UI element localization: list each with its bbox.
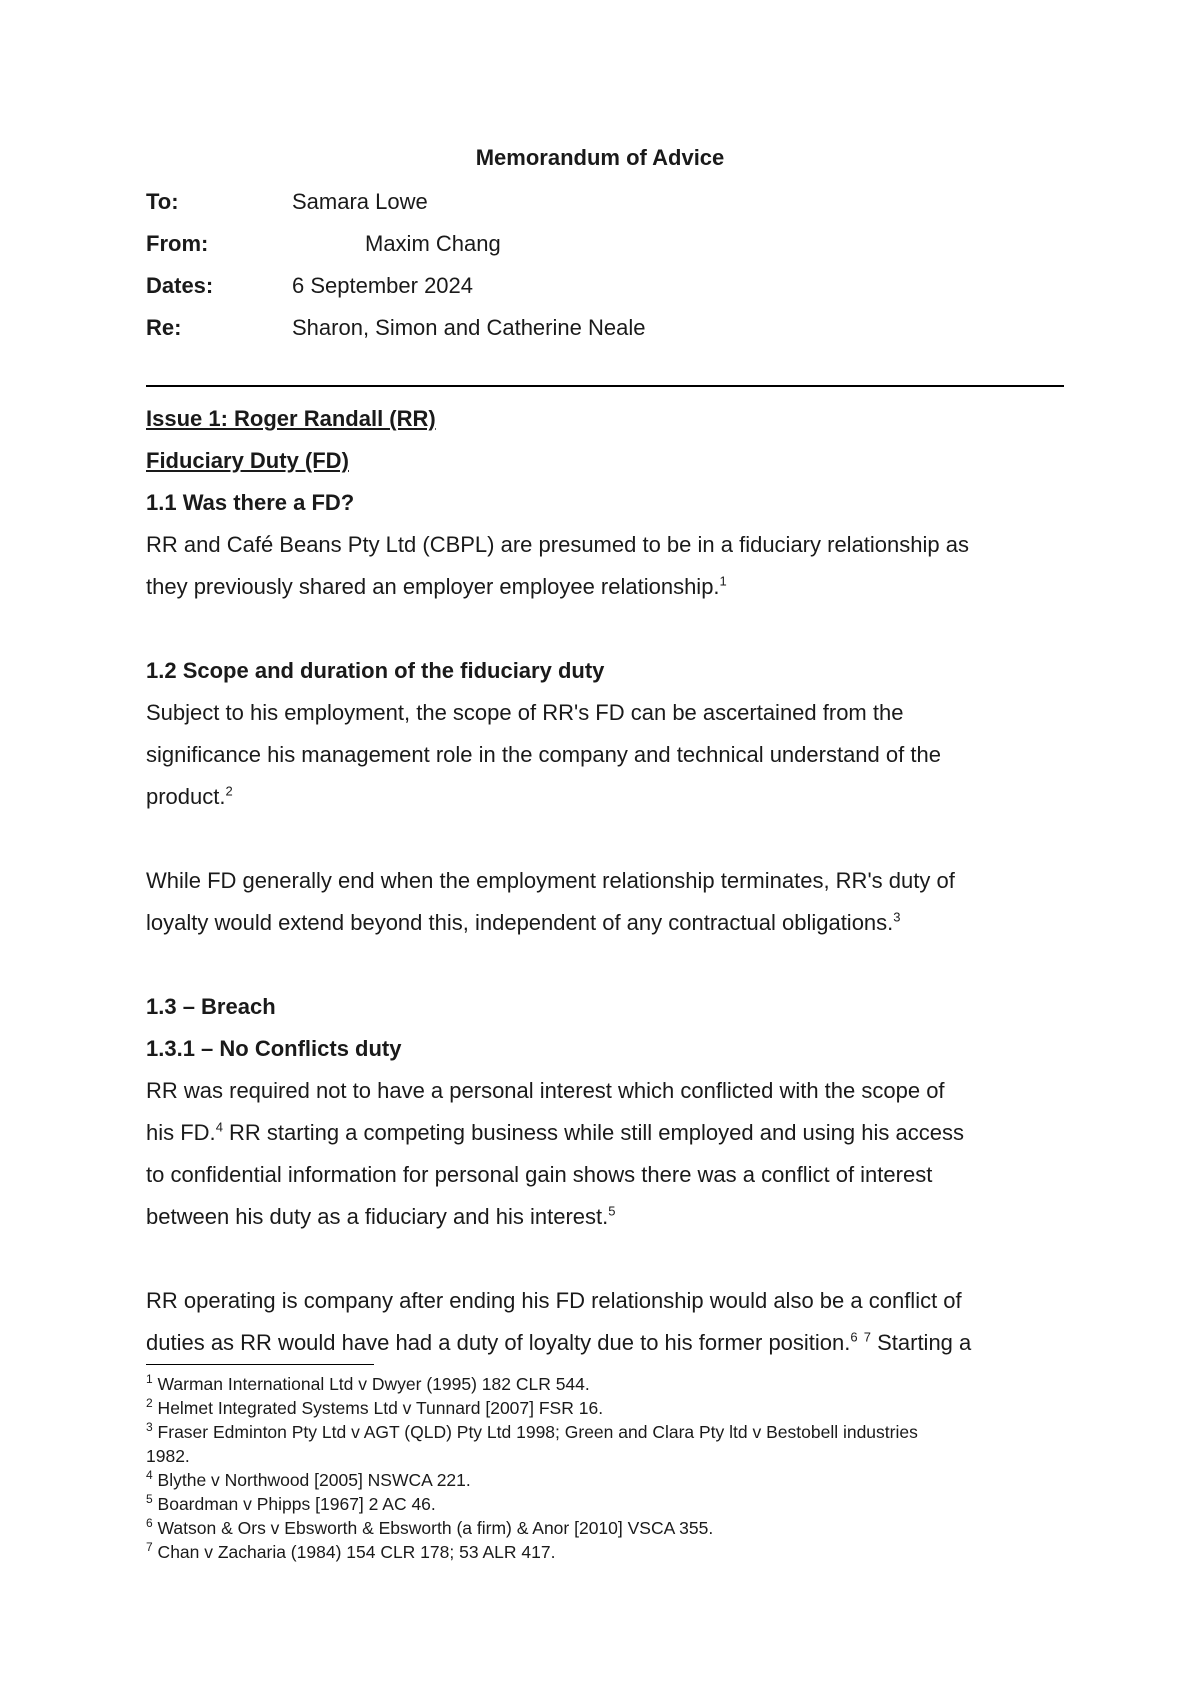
- section-1-2-line: significance his management role in the company and technical understand of the: [146, 742, 941, 767]
- footnote: $^7$ Chan v Zacharia (1984) 154 CLR 178; 53 ALR 417.: [146, 1540, 556, 1562]
- footnote: $^2$ Helmet Integrated Systems Ltd v Tunnard [2007] FSR 16.: [146, 1396, 604, 1418]
- footnote-ref: 4: [215, 1119, 223, 1135]
- dates-value: 6 September 2024: [292, 273, 474, 298]
- footnote-separator: [146, 1364, 374, 1365]
- re-value: Sharon, Simon and Catherine Neale: [292, 315, 646, 340]
- issue-heading: Issue 1: Roger Randall (RR): [146, 406, 436, 431]
- footnote: 1982.: [146, 1446, 190, 1466]
- footnote-ref: 7: [863, 1329, 871, 1345]
- memo-title: Memorandum of Advice: [475, 145, 725, 170]
- footnote-ref: 6: [850, 1329, 858, 1345]
- footnote-ref: 1: [719, 573, 727, 589]
- footnote: $^4$ Blythe v Northwood [2005] NSWCA 221.: [146, 1468, 471, 1490]
- section-1-3-line: to confidential information for personal gain shows there was a conflict of interest: [146, 1162, 933, 1187]
- section-1-3-line: his FD.$^4$ RR starting a competing business while still employed and using his access: [146, 1119, 964, 1145]
- section-1-3-line: between his duty as a fiduciary and his interest.$^5$: [146, 1203, 616, 1229]
- to-value: Samara Lowe: [292, 189, 428, 214]
- fd-heading: Fiduciary Duty (FD): [146, 448, 349, 473]
- dates-label: Dates:: [146, 273, 214, 298]
- section-1-2-heading: 1.2 Scope and duration of the fiduciary duty: [146, 658, 605, 683]
- section-1-2-line: Subject to his employment, the scope of RR's FD can be ascertained from the: [146, 700, 904, 725]
- footnote-ref: 5: [608, 1203, 616, 1219]
- from-value: Maxim Chang: [365, 231, 501, 256]
- footnote: $^6$ Watson & Ors v Ebsworth & Ebsworth (a firm) & Anor [2010] VSCA 355.: [146, 1516, 714, 1538]
- section-1-1-line: RR and Café Beans Pty Ltd (CBPL) are presumed to be in a fiduciary relationship as: [146, 532, 969, 557]
- footnote-ref: 3: [893, 909, 901, 925]
- section-1-2-line: loyalty would extend beyond this, independent of any contractual obligations.$^3$: [146, 909, 901, 935]
- footnote: $^3$ Fraser Edminton Pty Ltd v AGT (QLD) Pty Ltd 1998; Green and Clara Pty ltd v Bestobell industries: [146, 1420, 918, 1442]
- section-1-2-line: product.$^2$: [146, 783, 233, 809]
- re-label: Re:: [146, 315, 182, 340]
- footnote: $^5$ Boardman v Phipps [1967] 2 AC 46.: [146, 1492, 436, 1514]
- section-1-3-line: RR operating is company after ending his FD relationship would also be a conflict of: [146, 1288, 962, 1313]
- footnote-ref: 2: [225, 783, 233, 799]
- section-1-1-line: they previously shared an employer employee relationship.$^1$: [146, 573, 727, 599]
- section-1-2-line: While FD generally end when the employment relationship terminates, RR's duty of: [146, 868, 955, 893]
- section-1-1-heading: 1.1 Was there a FD?: [146, 490, 355, 515]
- from-label: From:: [146, 231, 209, 256]
- footnote: $^1$ Warman International Ltd v Dwyer (1995) 182 CLR 544.: [146, 1372, 590, 1394]
- to-label: To:: [146, 189, 179, 214]
- section-1-3-line: RR was required not to have a personal interest which conflicted with the scope of: [146, 1078, 945, 1103]
- section-1-3-line: duties as RR would have had a duty of loyalty due to his former position.$^6$ $^7$ Starting a: [146, 1329, 972, 1355]
- section-1-3-1-heading: 1.3.1 – No Conflicts duty: [146, 1036, 402, 1061]
- header-divider: [146, 385, 1064, 387]
- section-1-3-heading: 1.3 – Breach: [146, 994, 276, 1019]
